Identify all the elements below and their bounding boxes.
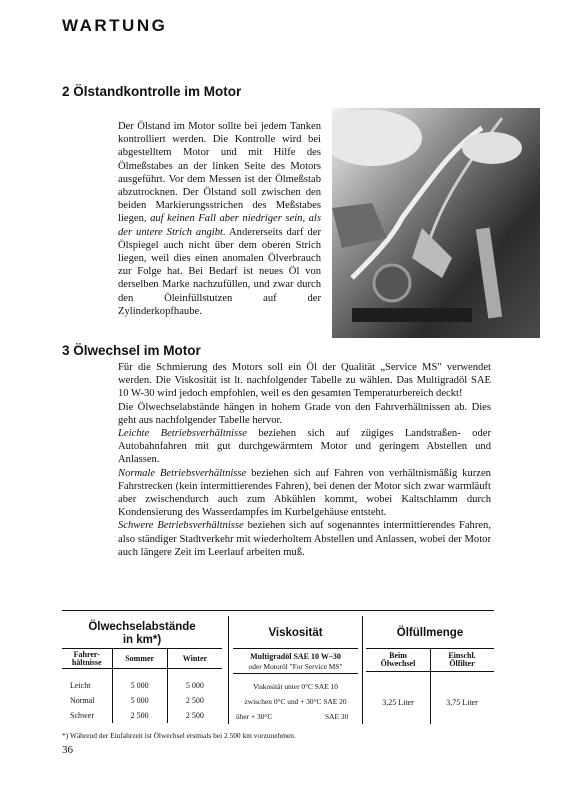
row-winter: 2 500 [167,708,222,723]
p5-italic: Schwere Betriebsverhältnisse [118,520,244,532]
row-winter: 2 500 [167,693,222,708]
viscosity-mid-rule [233,673,358,674]
row-winter: 5 000 [167,678,222,693]
section-2-text-start: Der Ölstand im Motor sollte bei jedem Tanken kontrolliert werden. Die Kontrolle wird bei abgestelltem Motor und mit Hilfe des Ölmeßstabes an der linken Seite des Motors ausgeführt. Vor dem Messen ist der Ölmeßstab abzutrocknen. Der Ölstand soll zwischen den beiden Markierungsstrichen des Meßstabes liegen, [118,121,321,225]
section-3-text [118,361,491,559]
p3-italic: Leichte Betriebsverhältnisse [118,428,247,440]
visc-line-5-value: SAE 30 [325,712,349,721]
visc-line-1: Multigradöl SAE 10 W–30 [250,652,341,661]
fill-value-1: 3,25 Liter [382,698,414,707]
col-winter: Winter [167,649,222,669]
row-label: Schwer [70,710,94,720]
section-2-text-italic: auf keinen Fall aber niedriger sein, als der untere Strich angibt. [118,213,321,238]
p4-text: beziehen sich auf Fahren von verhältnismäßig kurzen Fahrstrecken (kein intermittierendes Fahren), bei denen der Motor sich zwar warmläuft aber zwischendurch auch zum Abkühlen kommt, wobei Kaltschlamm durch Kondensierung des Wasserdampfes im Kurbelgehäuse entsteht. [118,467,491,519]
section-2-text [118,120,321,318]
intervals-heading-line1: Ölwechselabstände [88,621,196,633]
table-row [62,678,222,693]
table-divider-1 [228,616,229,724]
row-summer: 5 000 [112,693,167,708]
visc-line-4: zwischen 0°C und + 30°C SAE 20 [244,697,347,706]
fill-col-2: Einschl. Ölfilter [448,651,476,668]
row-label: Leicht [70,680,91,690]
col-summer: Sommer [112,649,167,669]
fill-divider [430,648,431,724]
fill-col-1: Beim Ölwechsel [380,651,416,668]
section-3-p4 [118,467,491,520]
table-row [62,693,222,708]
engine-photo [332,108,540,338]
section-3-p2: Die Ölwechselabstände hängen in hohem Grade von den Fahrverhältnissen ab. Dies geht aus nachfolgender Tabelle hervor. [118,401,491,426]
section-3-heading: 3 Ölwechsel im Motor [62,343,201,358]
visc-line-3: Viskosität unter 0°C SAE 10 [252,682,339,691]
footnote: *) Während der Einfahrzeit ist Ölwechsel erstmals bei 2 500 km vorzunehmen. [62,731,296,740]
p4-italic: Normale Betriebsverhältnisse [118,467,247,479]
section-3-p1: Für die Schmierung des Motors soll ein Öl der Qualität „Service MS" verwendet werden. Die Viskosität ist lt. nachfolgender Tabelle zu wählen. Das Multigradöl SAE 10 W-30 wird jedoch empfohlen, weil es den gesamten Temperaturbereich deckt! [118,362,491,400]
viscosity-heading: Viskosität [268,627,323,639]
col-conditions: Fahrer- hältnisse [71,649,102,667]
section-3-p3 [118,427,491,467]
intervals-heading [62,621,222,647]
section-3-p5 [118,519,491,559]
viscosity-block [233,648,358,671]
section-2-heading: 2 Ölstandkontrolle im Motor [62,84,242,99]
table-divider-2 [362,616,363,724]
table-row [62,708,222,723]
visc-line-2: oder Motoröl "For Service MS" [248,662,343,671]
intervals-heading-line2: in km*) [122,634,162,646]
visc-line-5-label: über + 30°C [236,712,273,721]
section-2-text-end: Andererseits darf der Ölspiegel auch nicht über dem oberen Strich liegen, weil dies einen anomalen Ölverbrauch zur Folge hat. Bei Bedarf ist neues Öl von derselben Marke nachzufüllen, und zwar durch den Öleinfüllstutzen auf der Zylinderkopfhaube. [118,226,321,317]
intervals-header-row [62,649,222,669]
page-number: 36 [62,744,73,756]
fill-value-2: 3,75 Liter [446,698,478,707]
page-header: WARTUNG [62,16,168,35]
intervals-table [62,648,222,723]
p3-text: beziehen sich auf zügiges Landstraßen- oder Autobahnfahren mit gut durchgewärmtem Motor und geringem Abstellen und Anlassen. [118,428,491,466]
p5-text: beziehen sich auf sogenanntes intermittierendes Fahren, also ständiger Stadtverkehr mit wiederholtem Abstellen und Anlassen, wobei der Motor auch längere Zeit im Leerlauf arbeiten muß. [118,520,492,558]
row-summer: 2 500 [112,708,167,723]
table-top-rule [62,610,494,611]
row-summer: 5 000 [112,678,167,693]
row-label: Normal [70,695,95,705]
engine-photo-graphic [332,108,540,338]
fill-heading: Ölfüllmenge [396,627,464,639]
